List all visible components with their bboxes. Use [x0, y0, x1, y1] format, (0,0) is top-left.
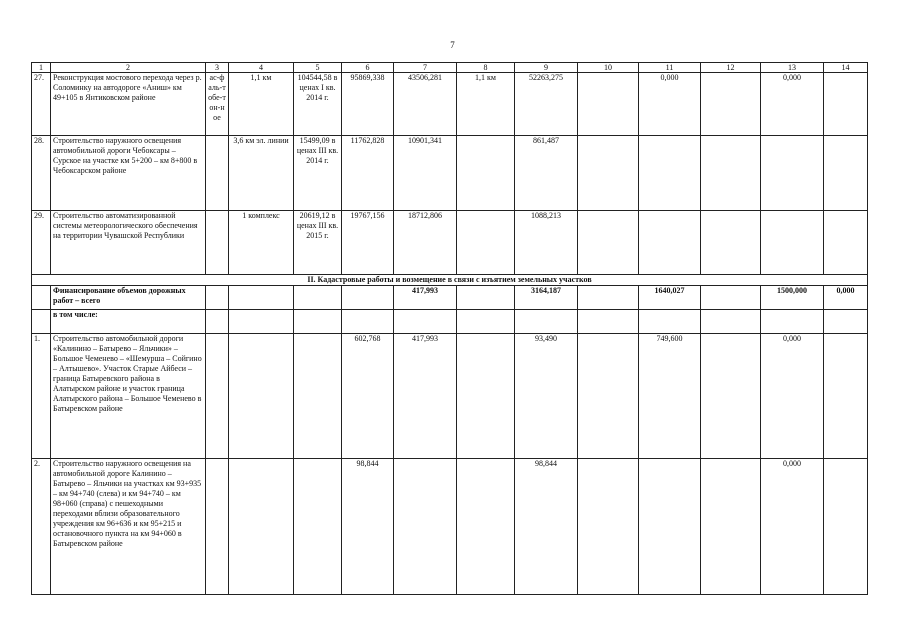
cell: 1500,000: [761, 286, 824, 310]
row-number: 1.: [32, 334, 51, 459]
cell: [701, 211, 761, 275]
row-name: Реконструкция мостового перехода через р. Соломинку на автодороге «Аниш» км 49+105 в Янтиковском районе: [51, 73, 206, 136]
cell: [761, 136, 824, 211]
cell: 11762,828: [342, 136, 394, 211]
cell: 98,844: [342, 459, 394, 595]
cell: [578, 211, 639, 275]
cell: [824, 310, 868, 334]
row-name: Строительство автомобильной дороги «Калинино – Батырево – Яльчики» – Большое Чеменево – «Шемурша – Сойгино – Алтышево». Участок Старые Айбеси – граница Батыревского района в Алатырском районе и участок граница Алатырского района – Большое Чеменево в Батыревском районе: [51, 334, 206, 459]
cell: [701, 136, 761, 211]
cell: [229, 310, 294, 334]
cell: [701, 73, 761, 136]
cell: 749,600: [639, 334, 701, 459]
cell: [701, 286, 761, 310]
cell: [578, 286, 639, 310]
cell: [229, 459, 294, 595]
table-row: [32, 136, 868, 211]
cell: [761, 310, 824, 334]
cell: [294, 459, 342, 595]
cell: 95869,338: [342, 73, 394, 136]
cell: 417,993: [394, 334, 457, 459]
cell: [229, 334, 294, 459]
cell: 52263,275: [515, 73, 578, 136]
col-header: 11: [639, 63, 701, 73]
cell: [457, 459, 515, 595]
cell: 1640,027: [639, 286, 701, 310]
cell: [701, 334, 761, 459]
cell: [457, 286, 515, 310]
table-row: [32, 211, 868, 275]
cell: 15499,09 в ценах III кв. 2014 г.: [294, 136, 342, 211]
cell: [206, 310, 229, 334]
cell: 0,000: [761, 459, 824, 595]
cell: [32, 286, 51, 310]
cell: [701, 310, 761, 334]
cell: 861,487: [515, 136, 578, 211]
cell: [824, 136, 868, 211]
table-row: [32, 459, 868, 595]
cell: [394, 459, 457, 595]
total-row: [32, 286, 868, 310]
cell: [206, 211, 229, 275]
cell: [578, 459, 639, 595]
table-row: [32, 73, 868, 136]
cell: 20619,12 в ценах III кв. 2015 г.: [294, 211, 342, 275]
cell: 3,6 км эл. линии: [229, 136, 294, 211]
col-header: 14: [824, 63, 868, 73]
cell: [206, 334, 229, 459]
cell: [578, 136, 639, 211]
col-header: 10: [578, 63, 639, 73]
table-row: [32, 334, 868, 459]
page-number: 7: [450, 40, 455, 50]
cell: [824, 459, 868, 595]
cell: [457, 136, 515, 211]
cell: [294, 286, 342, 310]
col-header: 1: [32, 63, 51, 73]
row-number: 29.: [32, 211, 51, 275]
cell: [229, 286, 294, 310]
cell: 0,000: [824, 286, 868, 310]
cell: 1,1 км: [457, 73, 515, 136]
cell: [342, 310, 394, 334]
cell: [457, 310, 515, 334]
cell: [639, 136, 701, 211]
total-label: Финансирование объемов дорожных работ – всего: [51, 286, 206, 310]
cell: 417,993: [394, 286, 457, 310]
cell: [824, 334, 868, 459]
section-row: [32, 275, 868, 286]
cell: 0,000: [639, 73, 701, 136]
cell: 0,000: [761, 334, 824, 459]
cell: [761, 211, 824, 275]
including-row: [32, 310, 868, 334]
cell: 19767,156: [342, 211, 394, 275]
row-name: Строительство автоматизированной системы метеорологического обеспечения на территории Чувашской Республики: [51, 211, 206, 275]
cell: [639, 211, 701, 275]
cell: 43506,281: [394, 73, 457, 136]
column-number-row: [32, 63, 868, 73]
data-table: [31, 62, 868, 595]
cell: [578, 334, 639, 459]
cell: [701, 459, 761, 595]
cell: 602,768: [342, 334, 394, 459]
cell: 0,000: [761, 73, 824, 136]
cell: [457, 334, 515, 459]
including-label: в том числе:: [51, 310, 206, 334]
cell: [824, 73, 868, 136]
col-header: 2: [51, 63, 206, 73]
cell: [824, 211, 868, 275]
col-header: 8: [457, 63, 515, 73]
cell: [457, 211, 515, 275]
cell: [578, 310, 639, 334]
col-header: 9: [515, 63, 578, 73]
cell: [32, 310, 51, 334]
cell: 93,490: [515, 334, 578, 459]
cell: [206, 136, 229, 211]
cell: [578, 73, 639, 136]
cell: 18712,806: [394, 211, 457, 275]
cell: [342, 286, 394, 310]
cell: 98,844: [515, 459, 578, 595]
col-header: 4: [229, 63, 294, 73]
col-header: 6: [342, 63, 394, 73]
cell: 10901,341: [394, 136, 457, 211]
cell: 1,1 км: [229, 73, 294, 136]
cell: [394, 310, 457, 334]
cell: [206, 459, 229, 595]
col-header: 7: [394, 63, 457, 73]
col-header: 5: [294, 63, 342, 73]
cell: 1088,213: [515, 211, 578, 275]
cell: 3164,187: [515, 286, 578, 310]
cell: ас-фаль-тобе-тон-ное: [206, 73, 229, 136]
col-header: 12: [701, 63, 761, 73]
cell: [294, 310, 342, 334]
col-header: 13: [761, 63, 824, 73]
cell: 104544,58 в ценах I кв. 2014 г.: [294, 73, 342, 136]
row-number: 28.: [32, 136, 51, 211]
cell: [639, 310, 701, 334]
cell: [515, 310, 578, 334]
row-number: 27.: [32, 73, 51, 136]
cell: [206, 286, 229, 310]
row-name: Строительство наружного освещения автомобильной дороги Чебоксары – Сурское на участке км 5+200 – км 8+800 в Чебоксарском районе: [51, 136, 206, 211]
row-number: 2.: [32, 459, 51, 595]
col-header: 3: [206, 63, 229, 73]
section-title: II. Кадастровые работы и возмещение в связи с изъятием земельных участков: [32, 275, 868, 286]
row-name: Строительство наружного освещения на автомобильной дороге Калинино – Батырево – Яльчики на участках км 93+935 – км 94+740 (слева) и км 94+740 – км 98+060 (справа) с пешеходными переходами вблизи образовательного учреждения км 96+636 и км 95+215 и остановочного пункта на км 94+060 в Батыревском районе: [51, 459, 206, 595]
cell: [294, 334, 342, 459]
cell: 1 комплекс: [229, 211, 294, 275]
cell: [639, 459, 701, 595]
